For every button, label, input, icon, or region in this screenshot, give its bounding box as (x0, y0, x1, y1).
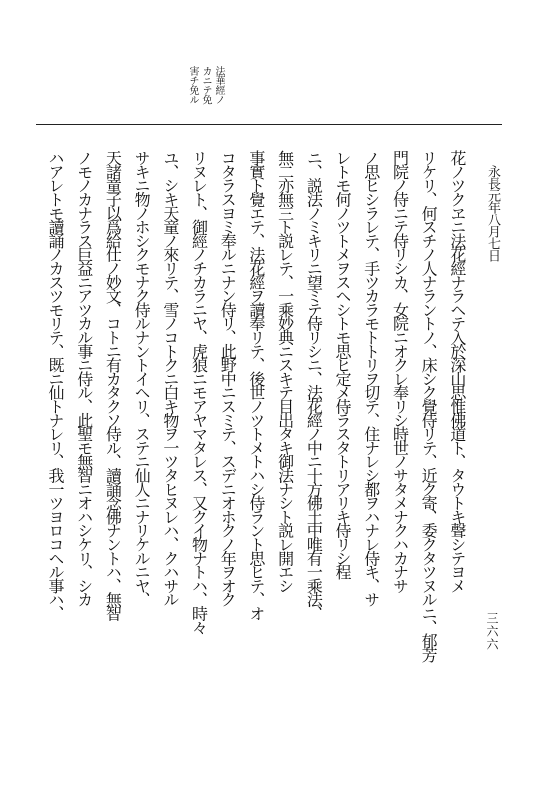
header-rule (36, 124, 502, 125)
text-column: サキニ物ノホシクモナク侍ルナントイヘリ、ステニ仙人ニナリケルニヤ、 (132, 150, 152, 606)
text-column: 門院ノ侍ニテ侍リシカ、女院ニオクレ奉リシ時世ノサタメナクハカナサ (390, 150, 410, 592)
date-heading: 永長元年八月七日 (485, 165, 500, 261)
header-note (187, 66, 223, 122)
text-column: レトモ何ノツトメヲスヘシトモ思ヒ定メ侍ラスタトリアリキ侍リシ程 (333, 150, 353, 578)
text-column: コタラスヨミ奉ルニナン侍リ、此野中ニスミテ、スデニオホクノ年ヲオク (218, 150, 238, 606)
header-note-line: カニテ免 (200, 66, 211, 104)
text-column: ノモノカナラス巨益ニアツカル事ニ侍ル、此聖モ無智ニオハシケリ、シカ (74, 150, 94, 606)
header-note-line: 法華經ノ (213, 66, 224, 104)
page-number: 三六六 (485, 612, 499, 651)
text-column: ニ、説法ノミキリニ望ミテ侍リシニ、法花經ノ中ニ十方佛土中唯有一乘法、 (304, 150, 324, 620)
text-column: 天諸童子以爲給仕ノ妙文、コトニ有カタクソ侍ル、讀誦念佛ナントハ、無智 (103, 150, 123, 620)
text-column: ハアレトモ讀誦ノカスツモリテ、既ニ仙トナレリ、我一ツヨロコヘル事ハ、 (46, 150, 65, 620)
text-column: 花ノツクヱニ法花經ナラヘテ入於深山思惟佛道ト、タウトキ聲シテヨメ (447, 150, 467, 592)
text-column: リヌレト、御經ノチカラニヤ、虎狼ニモアヤマタレス、又クイ物ナトハ、時々 (189, 150, 209, 634)
text-column: リケリ、何スチノ人ナラントノ、床シク覺侍リテ、近ク寄、委クタツヌルニ、郁芳 (419, 150, 439, 661)
text-column: ユ、シキ天童ノ來リテ、雪ノコトクニ白キ物ヲ一ツタヒヌレハ、クハサル (160, 150, 180, 606)
text-column: ノ思ヒシラレテ、手ツカラモトトリヲ切テ、住ナレシ都ヲハナレ侍キ、サ (361, 150, 381, 606)
body-text (44, 150, 468, 778)
header-note-line: 害チ免ル (187, 66, 198, 104)
text-column: 事實ト覺エテ、法花經ヲ讀奉リテ、後世ノツトメトハシ侍ラント思ヒテ、オ (246, 150, 266, 620)
text-column: 無二亦無三ト説レテ、一乘妙典ニスキテ目出タキ御法ナシト説レ開エシ (275, 150, 295, 592)
